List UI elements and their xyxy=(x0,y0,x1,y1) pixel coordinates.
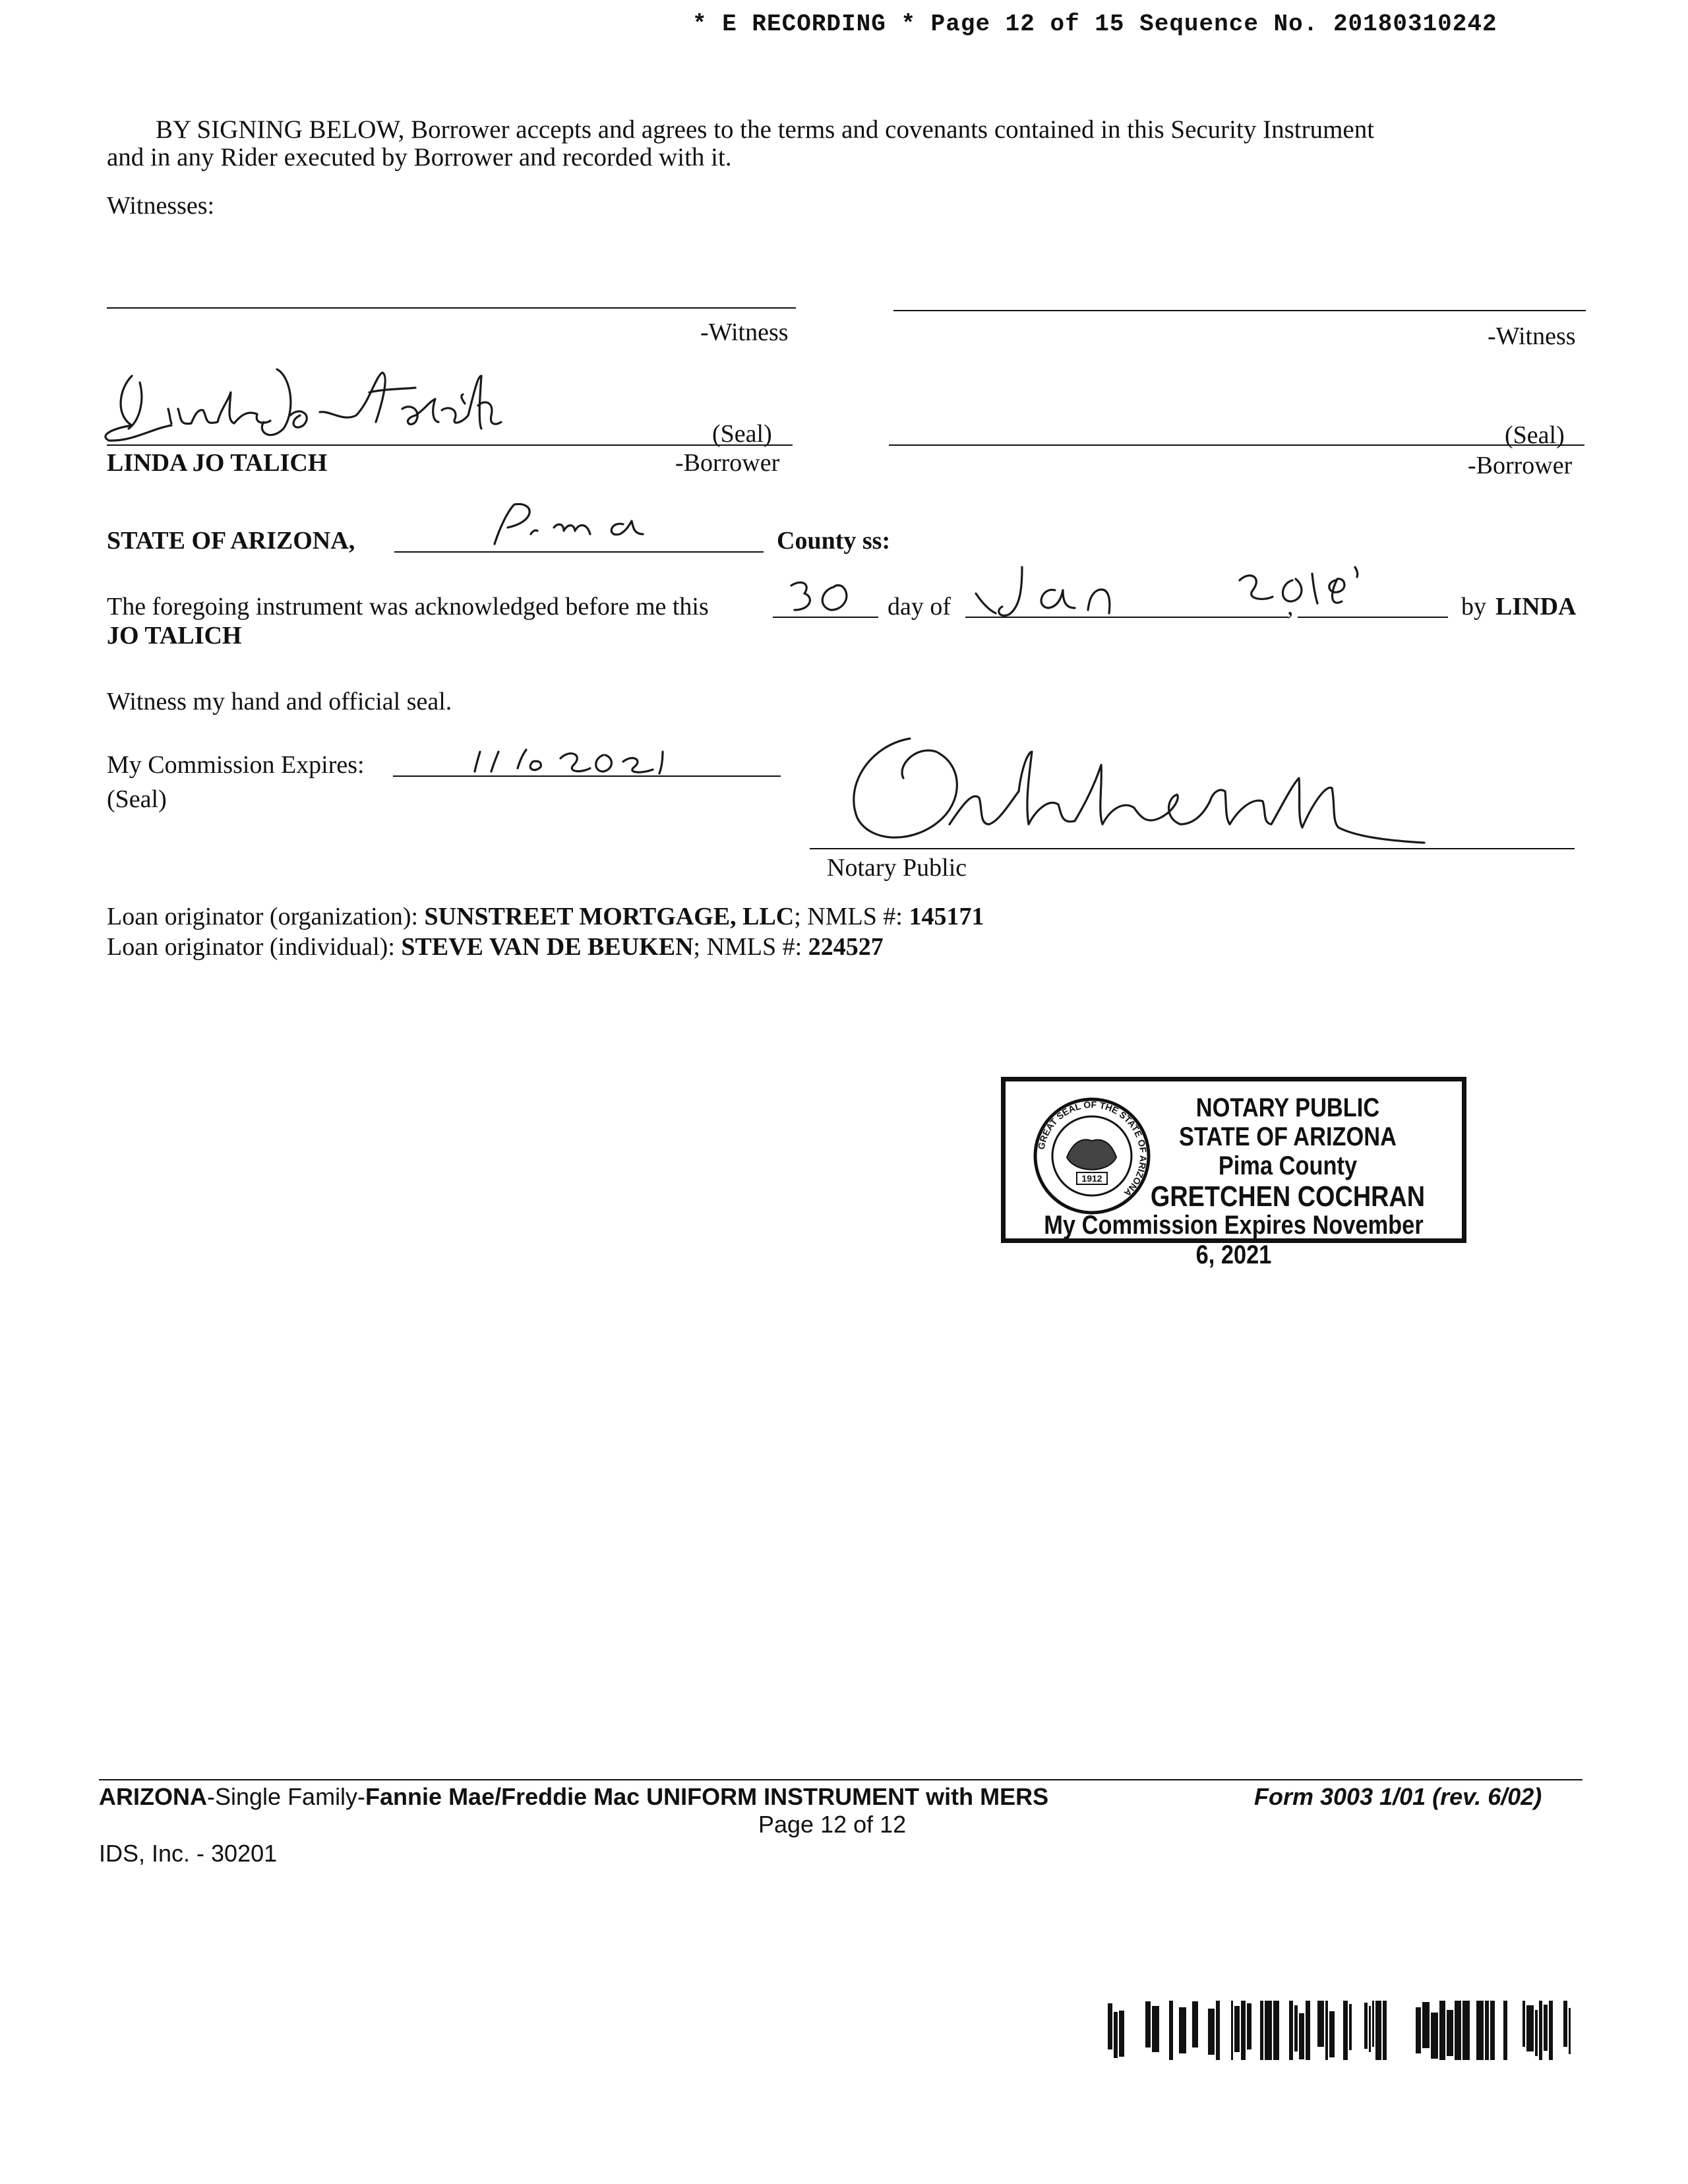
stamp-line-3: Pima County xyxy=(1218,1151,1358,1180)
barcode-bar xyxy=(1375,2001,1381,2060)
day-of-label: day of xyxy=(888,593,951,621)
barcode-bar xyxy=(1431,2013,1438,2059)
day-handwritten xyxy=(778,574,877,620)
barcode-bar xyxy=(1241,2001,1246,2060)
stamp-line-2: STATE OF ARIZONA xyxy=(1179,1122,1397,1151)
ind-name: STEVE VAN DE BEUKEN xyxy=(401,933,694,961)
barcode-bar xyxy=(1317,2001,1324,2047)
signing-intro-line-1: BY SIGNING BELOW, Borrower accepts and agrees to the terms and covenants contained in this Security Instrument xyxy=(156,115,1375,144)
footer-rule xyxy=(99,1779,1582,1780)
by-label: by xyxy=(1461,593,1486,621)
borrower-seal-left: (Seal) xyxy=(712,420,772,448)
barcode-bar xyxy=(1119,2011,1124,2057)
barcode-bar xyxy=(1152,2006,1159,2052)
barcode-bar xyxy=(1325,2001,1328,2060)
stamp-line-4: GRETCHEN COCHRAN xyxy=(1150,1180,1426,1213)
barcode-bar xyxy=(1490,2001,1495,2060)
county-handwritten xyxy=(481,498,692,557)
barcode-bar xyxy=(1208,2009,1215,2055)
barcode-bar xyxy=(1260,2001,1263,2060)
witness-signature-line-right xyxy=(893,310,1586,311)
barcode-bar xyxy=(1216,2001,1220,2060)
footer-state: ARIZONA xyxy=(99,1783,207,1810)
footer-title xyxy=(99,1783,1048,1811)
svg-text:GREAT SEAL OF THE STATE OF ARI: GREAT SEAL OF THE STATE OF ARIZONA xyxy=(1035,1099,1149,1199)
footer-product-title: Fannie Mae/Freddie Mac UNIFORM INSTRUMENT with MERS xyxy=(365,1783,1049,1810)
notary-signature-line xyxy=(810,848,1575,849)
barcode-bar xyxy=(1145,2001,1151,2048)
month-handwritten xyxy=(969,554,1141,626)
ind-label: Loan originator (individual): xyxy=(107,933,395,961)
barcode-bar xyxy=(1265,2001,1272,2060)
barcode-bar xyxy=(1343,2001,1348,2060)
footer-vendor: IDS, Inc. - 30201 xyxy=(99,1840,278,1867)
barcode-bar xyxy=(1114,2012,1118,2058)
borrower-label-left: -Borrower xyxy=(675,449,780,477)
notary-stamp xyxy=(1001,1077,1466,1269)
stamp-line-1: NOTARY PUBLIC xyxy=(1195,1093,1380,1122)
loan-originator-individual xyxy=(107,932,884,961)
witness-signature-line-left xyxy=(107,307,796,309)
date-comma: , xyxy=(1287,593,1294,621)
barcode-bar xyxy=(1476,2001,1484,2060)
barcode-bar xyxy=(1329,2011,1335,2057)
barcode-bar xyxy=(1273,2001,1279,2060)
barcode-bar xyxy=(1108,2003,1112,2049)
barcode-bar xyxy=(1422,2002,1430,2048)
barcode-bar xyxy=(1439,2001,1445,2060)
barcode-bar xyxy=(1569,2008,1571,2054)
footer-page: Page 12 of 12 xyxy=(758,1811,907,1838)
borrower-seal-right: (Seal) xyxy=(1505,421,1565,449)
ind-nmls: 224527 xyxy=(808,933,884,961)
barcode-bar xyxy=(1234,2006,1240,2052)
notary-signature xyxy=(831,725,1464,857)
commission-expires-label: My Commission Expires: xyxy=(107,751,365,779)
stamp-line-5: My Commission Expires November 6, 2021 xyxy=(1044,1211,1424,1269)
witnesses-label: Witnesses: xyxy=(107,192,215,220)
county-label: County ss: xyxy=(777,527,891,555)
svg-text:1912: 1912 xyxy=(1081,1173,1102,1184)
by-name-part1: LINDA xyxy=(1495,593,1577,621)
barcode-bar xyxy=(1539,2001,1542,2060)
notary-public-label: Notary Public xyxy=(827,854,967,882)
barcode-bar xyxy=(1299,2013,1304,2059)
barcode-bar xyxy=(1169,2001,1173,2060)
state-label: STATE OF ARIZONA, xyxy=(107,527,355,555)
borrower-label-right: -Borrower xyxy=(1468,452,1573,479)
footer-form: Form 3003 1/01 (rev. 6/02) xyxy=(1254,1783,1542,1810)
org-name: SUNSTREET MORTGAGE, LLC xyxy=(424,903,795,930)
barcode-bar xyxy=(1447,2010,1453,2056)
borrower-signature xyxy=(92,363,541,448)
barcode-bar xyxy=(1231,2001,1233,2060)
barcode-icon xyxy=(1108,2001,1576,2060)
barcode-bar xyxy=(1563,2001,1567,2047)
witness-hand-text: Witness my hand and official seal. xyxy=(107,688,452,715)
barcode-bar xyxy=(1544,2005,1548,2051)
barcode-bar xyxy=(1383,2001,1387,2060)
barcode-bar xyxy=(1526,2005,1534,2051)
barcode-bar xyxy=(1455,2001,1461,2060)
barcode-bar xyxy=(1503,2001,1507,2060)
barcode-bar xyxy=(1289,2001,1293,2060)
barcode-bar xyxy=(1192,2001,1198,2048)
recording-header: * E RECORDING * Page 12 of 15 Sequence No. 20180310242 xyxy=(692,11,1497,38)
year-handwritten xyxy=(1226,561,1385,620)
barcode-bar xyxy=(1535,2010,1538,2056)
barcode-bar xyxy=(1549,2001,1553,2060)
borrower-signature-line-left xyxy=(107,444,793,446)
barcode-bar xyxy=(1522,2001,1525,2047)
witness-label-left: -Witness xyxy=(700,318,789,346)
commission-handwritten xyxy=(462,742,699,781)
org-nmls-label: ; NMLS #: xyxy=(794,903,903,930)
footer-product-mid: -Single Family- xyxy=(207,1783,366,1810)
barcode-bar xyxy=(1372,2001,1374,2047)
org-label: Loan originator (organization): xyxy=(107,903,419,930)
ind-nmls-label: ; NMLS #: xyxy=(693,933,802,961)
barcode-bar xyxy=(1462,2001,1470,2060)
borrower-name: LINDA JO TALICH xyxy=(107,449,328,477)
barcode-bar xyxy=(1247,2003,1251,2049)
witness-label-right: -Witness xyxy=(1488,322,1576,350)
barcode-bar xyxy=(1349,2004,1352,2050)
barcode-bar xyxy=(1485,2001,1489,2060)
borrower-signature-line-right xyxy=(889,444,1584,446)
barcode-bar xyxy=(1416,2007,1421,2053)
commission-seal-label: (Seal) xyxy=(107,785,167,813)
by-name-part2: JO TALICH xyxy=(107,622,242,650)
org-nmls: 145171 xyxy=(909,903,984,930)
barcode-bar xyxy=(1306,2001,1310,2060)
acknowledgment-text: The foregoing instrument was acknowledged before me this xyxy=(107,593,709,621)
barcode-bar xyxy=(1294,2005,1298,2051)
barcode-bar xyxy=(1179,2007,1186,2053)
loan-originator-org xyxy=(107,902,984,931)
barcode-bar xyxy=(1369,2006,1371,2052)
signing-intro-line-2: and in any Rider executed by Borrower and recorded with it. xyxy=(107,143,732,171)
barcode-bar xyxy=(1364,2003,1368,2049)
